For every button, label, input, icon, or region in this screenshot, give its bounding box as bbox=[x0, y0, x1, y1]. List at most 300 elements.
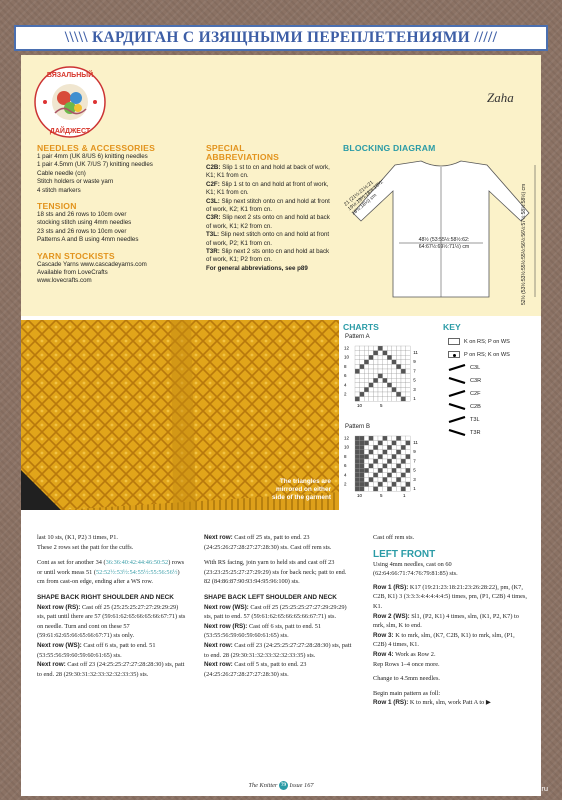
chart-cell bbox=[406, 364, 411, 369]
chart-cell bbox=[360, 464, 365, 469]
chart-cell bbox=[383, 369, 388, 374]
chart-cell bbox=[383, 374, 388, 379]
charts-panel bbox=[343, 320, 539, 510]
chart-cell bbox=[396, 392, 401, 397]
chart-cell bbox=[360, 454, 365, 459]
chart-tick-label: 1 bbox=[413, 396, 416, 401]
paragraph bbox=[204, 660, 354, 679]
paragraph bbox=[204, 533, 354, 552]
chart-cell bbox=[355, 374, 360, 379]
chart-cell bbox=[364, 459, 369, 464]
chart-cell bbox=[355, 482, 360, 487]
charts-heading: CHARTS bbox=[343, 322, 379, 332]
chart-cell bbox=[396, 487, 401, 492]
paragraph bbox=[373, 698, 528, 708]
key-symbol-icon bbox=[448, 390, 466, 397]
chart-tick-label: 7 bbox=[413, 368, 416, 374]
chart-cell bbox=[378, 459, 383, 464]
chart-cell bbox=[373, 464, 378, 469]
chart-cell bbox=[355, 355, 360, 360]
chart-cell bbox=[387, 346, 392, 351]
chart-cell bbox=[392, 392, 397, 397]
chart-cell bbox=[392, 397, 397, 402]
chart-cell bbox=[401, 482, 406, 487]
abbrev-text: Slip next stitch onto cn and hold at front of work, P2; K1 from cn. bbox=[206, 231, 330, 247]
row-label: Row 4: bbox=[373, 650, 394, 658]
chart-cell bbox=[364, 464, 369, 469]
chart-cell bbox=[360, 441, 365, 446]
chart-cell bbox=[392, 473, 397, 478]
chart-cell bbox=[406, 473, 411, 478]
chart-cell bbox=[378, 351, 383, 356]
chart-cell bbox=[360, 482, 365, 487]
key-symbol-icon bbox=[448, 416, 466, 423]
text-run: Cast off 25 sts, patt to end. 23 (24:25:26:27:28:27:27:28:30) sts. Cast off rem sts. bbox=[204, 534, 332, 551]
chart-cell bbox=[360, 360, 365, 365]
abbrev-heading: SPECIAL bbox=[206, 143, 245, 153]
chart-cell bbox=[396, 355, 401, 360]
paragraph bbox=[204, 641, 354, 660]
tension-line: 23 sts and 26 rows to 10cm over bbox=[37, 227, 127, 235]
key-item bbox=[448, 416, 480, 423]
abbrev-item bbox=[206, 198, 336, 215]
chart-cell bbox=[406, 436, 411, 441]
abbrev-key: C3R: bbox=[206, 214, 221, 222]
svg-text:ВЯЗАЛЬНЫЙ: ВЯЗАЛЬНЫЙ bbox=[46, 72, 94, 79]
chart-cell bbox=[383, 355, 388, 360]
chart-cell bbox=[355, 473, 360, 478]
chart-cell bbox=[396, 383, 401, 388]
text-run: Cont as set for another 34 ( bbox=[37, 559, 106, 567]
chart-tick-label: 12 bbox=[344, 345, 350, 351]
chart-cell bbox=[383, 477, 388, 482]
chart-cell bbox=[369, 459, 374, 464]
pattern-a-label: Pattern A bbox=[345, 334, 370, 340]
abbrev-key: T3R: bbox=[206, 248, 220, 256]
chart-cell bbox=[364, 445, 369, 450]
title-banner bbox=[14, 25, 548, 51]
chart-tick-label: 6 bbox=[344, 463, 347, 469]
banner-title: \\\\\ КАРДИГАН С ИЗЯЩНЫМИ ПЕРЕПЛЕТЕНИЯМИ ///// bbox=[64, 29, 498, 46]
sleeve-measure: 21 (21½:21½:21 19½:19½:18½:18½: 18½:18½) cm bbox=[343, 179, 385, 217]
sizes-run: 36:36:40:42:44:46:50:52 bbox=[105, 559, 169, 567]
chart-cell bbox=[383, 392, 388, 397]
paragraph: Rep Rows 1–4 once more. bbox=[373, 660, 440, 668]
chart-cell bbox=[373, 487, 378, 492]
chart-cell bbox=[392, 450, 397, 455]
paragraph bbox=[373, 650, 528, 660]
abbrev-text: Slip 1 st to cn and hold at front of work, K1; K1 from cn. bbox=[206, 180, 329, 197]
chart-cell bbox=[392, 441, 397, 446]
chart-cell bbox=[387, 487, 392, 492]
chart-cell bbox=[401, 360, 406, 365]
chart-cell bbox=[369, 360, 374, 365]
needles-line: Cable needle (cn) bbox=[37, 169, 86, 177]
chart-cell bbox=[383, 397, 388, 402]
chart-cell bbox=[355, 378, 360, 383]
chart-cell bbox=[369, 441, 374, 446]
paragraph bbox=[373, 631, 528, 650]
chart-cell bbox=[401, 346, 406, 351]
chart-cell bbox=[373, 378, 378, 383]
chart-cell bbox=[387, 454, 392, 459]
chart-cell bbox=[369, 351, 374, 356]
chart-cell bbox=[383, 436, 388, 441]
chart-cell bbox=[406, 477, 411, 482]
chart-cell bbox=[364, 397, 369, 402]
materials-column bbox=[37, 144, 207, 286]
chart-cell bbox=[396, 482, 401, 487]
chart-cell bbox=[392, 374, 397, 379]
paragraph: These 2 rows set the patt for the cuffs. bbox=[37, 543, 134, 551]
chart-cell bbox=[373, 374, 378, 379]
chart-cell bbox=[360, 387, 365, 392]
needles-heading: NEEDLES & ACCESSORIES bbox=[37, 143, 156, 153]
chart-cell bbox=[401, 392, 406, 397]
chart-cell bbox=[360, 364, 365, 369]
chart-cell bbox=[383, 378, 388, 383]
key-symbol-icon bbox=[448, 364, 466, 371]
chart-tick-label: 7 bbox=[413, 458, 416, 464]
chart-cell bbox=[355, 454, 360, 459]
abbrev-item bbox=[206, 181, 336, 198]
key-item bbox=[448, 364, 480, 371]
chart-cell bbox=[392, 360, 397, 365]
chart-cell bbox=[396, 436, 401, 441]
chart-cell bbox=[383, 482, 388, 487]
chart-cell bbox=[406, 383, 411, 388]
row-label: Next row (WS): bbox=[204, 603, 249, 611]
key-item bbox=[448, 351, 510, 358]
key-label: T3R bbox=[470, 429, 481, 436]
paragraph bbox=[373, 612, 528, 631]
paragraph: last 10 sts, (K1, P2) 3 times, P1. bbox=[37, 534, 118, 541]
tension-line: Patterns A and B using 4mm needles bbox=[37, 236, 139, 244]
chart-cell bbox=[401, 378, 406, 383]
chart-cell bbox=[392, 459, 397, 464]
chart-cell bbox=[401, 477, 406, 482]
chart-cell bbox=[396, 364, 401, 369]
chart-cell bbox=[373, 454, 378, 459]
chart-cell bbox=[355, 441, 360, 446]
chart-cell bbox=[387, 378, 392, 383]
chart-cell bbox=[396, 450, 401, 455]
chart-cell bbox=[364, 383, 369, 388]
chart-tick-label: 2 bbox=[344, 391, 347, 397]
chart-cell bbox=[360, 468, 365, 473]
chart-cell bbox=[406, 355, 411, 360]
chart-cell bbox=[406, 346, 411, 351]
chart-cell bbox=[396, 369, 401, 374]
magazine-name: The Knitter bbox=[248, 781, 278, 789]
key-label: C3L bbox=[470, 364, 481, 371]
chart-cell bbox=[373, 364, 378, 369]
row-label: Row 1 (RS): bbox=[373, 583, 409, 591]
svg-text:ДАЙДЖЕСТ: ДАЙДЖЕСТ bbox=[49, 128, 91, 135]
chart-cell bbox=[364, 374, 369, 379]
chart-cell bbox=[406, 374, 411, 379]
chart-cell bbox=[369, 477, 374, 482]
chart-cell bbox=[355, 392, 360, 397]
chart-cell bbox=[355, 383, 360, 388]
chart-cell bbox=[373, 369, 378, 374]
chart-cell bbox=[364, 482, 369, 487]
chart-cell bbox=[369, 369, 374, 374]
chart-cell bbox=[378, 387, 383, 392]
key-item bbox=[448, 390, 481, 397]
chart-cell bbox=[364, 436, 369, 441]
chart-cell bbox=[378, 383, 383, 388]
chart-cell bbox=[401, 351, 406, 356]
pattern-name: Zaha bbox=[487, 90, 514, 105]
chart-cell bbox=[406, 487, 411, 492]
chart-cell bbox=[360, 487, 365, 492]
chart-cell bbox=[392, 468, 397, 473]
chart-cell bbox=[383, 487, 388, 492]
chart-cell bbox=[387, 468, 392, 473]
chest-measure: 48½ (53:55½:58½:62: 64:67½:69½:71½) cm bbox=[418, 237, 470, 250]
chart-cell bbox=[378, 445, 383, 450]
chart-cell bbox=[387, 482, 392, 487]
row-label: Next row: bbox=[204, 661, 233, 669]
chart-tick-label: 8 bbox=[344, 453, 347, 459]
chart-cell bbox=[369, 387, 374, 392]
chart-cell bbox=[387, 473, 392, 478]
text-run: K to mrk, slm, (K7, C2B, K1) to mrk, slm, (P1, C2B) 4 times, K1. bbox=[373, 631, 515, 649]
chart-tick-label: 4 bbox=[344, 382, 347, 388]
chart-cell bbox=[387, 441, 392, 446]
chart-cell bbox=[369, 468, 374, 473]
chart-cell bbox=[355, 464, 360, 469]
blocking-heading: BLOCKING DIAGRAM bbox=[343, 143, 436, 153]
chart-cell bbox=[373, 383, 378, 388]
key-label: P on RS; K on WS bbox=[464, 351, 510, 358]
abbrev-key: C3L: bbox=[206, 197, 220, 205]
chart-cell bbox=[387, 374, 392, 379]
chart-cell bbox=[369, 346, 374, 351]
chart-cell bbox=[392, 351, 397, 356]
chart-cell bbox=[360, 436, 365, 441]
logo-badge bbox=[33, 65, 107, 139]
key-symbol-icon bbox=[448, 338, 460, 345]
chart-cell bbox=[401, 464, 406, 469]
text-run: Cast off 23 (24:25:25:27:27:28:28:30) sts, patt to end. 28 (29:30:31:32:33:32:32:33:35) sts. bbox=[37, 661, 185, 678]
chart-cell bbox=[369, 487, 374, 492]
chart-cell bbox=[392, 387, 397, 392]
key-label: K on RS; P on WS bbox=[464, 338, 510, 345]
row-label: Next row: bbox=[204, 641, 233, 649]
pattern-b-chart bbox=[343, 432, 425, 504]
chart-cell bbox=[373, 436, 378, 441]
chart-tick-label: 6 bbox=[344, 373, 347, 379]
chart-cell bbox=[369, 436, 374, 441]
chart-cell bbox=[401, 468, 406, 473]
chart-tick-label: 2 bbox=[344, 481, 347, 487]
chart-cell bbox=[373, 473, 378, 478]
chart-cell bbox=[373, 387, 378, 392]
chart-tick-label: 12 bbox=[344, 435, 350, 441]
abbrev-item bbox=[206, 214, 336, 231]
chart-cell bbox=[355, 436, 360, 441]
chart-cell bbox=[406, 459, 411, 464]
chart-cell bbox=[387, 450, 392, 455]
key-symbol-icon bbox=[448, 351, 460, 358]
chart-tick-label: 1 bbox=[403, 493, 406, 499]
chart-cell bbox=[396, 459, 401, 464]
chart-cell bbox=[364, 454, 369, 459]
chart-tick-label: 5 bbox=[413, 467, 416, 473]
paragraph bbox=[373, 583, 528, 612]
chart-cell bbox=[392, 487, 397, 492]
chart-cell bbox=[383, 473, 388, 478]
text-run: K17 (19:21:23:18:21:23:26:28:22), pm, (K7, C2B, K1) 3 (3:3:3:4:4:4:4:4:5) times, pm, (P1, C2B) 4 times, K1. bbox=[373, 583, 527, 610]
text-run: Cast off 25 (25:25:25:27:27:29:29:29) sts, patt until there are 57 (59:61:62:65:66:65:66:67:71) sts on needle. Turn and cont on these 57 (59:61:62:65:66:65:66:67:71) sts only. bbox=[37, 603, 186, 640]
chart-tick-label: 5 bbox=[380, 493, 383, 499]
text-run: ) rows or until work meas 51 ( bbox=[37, 559, 185, 576]
chart-cell bbox=[355, 360, 360, 365]
chart-cell bbox=[355, 487, 360, 492]
chart-cell bbox=[369, 392, 374, 397]
chart-cell bbox=[378, 450, 383, 455]
section-heading: LEFT FRONT bbox=[373, 548, 436, 560]
chart-cell bbox=[378, 355, 383, 360]
page-footer bbox=[21, 781, 541, 790]
cardigan-photo bbox=[21, 320, 339, 510]
chart-cell bbox=[387, 383, 392, 388]
row-label: Next row (RS): bbox=[37, 603, 81, 611]
row-label: Row 3: bbox=[373, 631, 394, 639]
chart-cell bbox=[406, 454, 411, 459]
key-item bbox=[448, 338, 510, 345]
chart-cell bbox=[392, 364, 397, 369]
paragraph: With RS facing, join yarn to held sts and cast off 23 (23:23:25:25:27:27:29:29) sts for back neck; patt to end. 82 (84:86:87:90:93:94:95:96:100) sts. bbox=[204, 559, 347, 586]
abbrev-footer: For general abbreviations, see p89 bbox=[206, 264, 308, 272]
key-label: T3L bbox=[470, 416, 480, 423]
chart-cell bbox=[369, 454, 374, 459]
chart-cell bbox=[387, 477, 392, 482]
needles-line: 4 stitch markers bbox=[37, 186, 81, 194]
yarn-heading: YARN STOCKISTS bbox=[37, 250, 115, 261]
key-heading: KEY bbox=[443, 322, 461, 332]
chart-cell bbox=[406, 464, 411, 469]
chart-cell bbox=[364, 355, 369, 360]
chart-cell bbox=[360, 369, 365, 374]
key-item bbox=[448, 429, 481, 436]
chart-cell bbox=[373, 346, 378, 351]
chart-cell bbox=[378, 369, 383, 374]
abbrev-key: T3L: bbox=[206, 231, 220, 239]
paragraph bbox=[37, 603, 187, 641]
chart-cell bbox=[378, 482, 383, 487]
chart-cell bbox=[378, 364, 383, 369]
chart-cell bbox=[396, 464, 401, 469]
pattern-a-chart bbox=[343, 342, 425, 414]
chart-cell bbox=[387, 360, 392, 365]
chart-cell bbox=[360, 459, 365, 464]
chart-cell bbox=[383, 459, 388, 464]
chart-cell bbox=[406, 441, 411, 446]
chart-cell bbox=[406, 392, 411, 397]
chart-cell bbox=[401, 397, 406, 402]
chart-cell bbox=[392, 482, 397, 487]
chart-cell bbox=[378, 397, 383, 402]
chart-cell bbox=[396, 378, 401, 383]
chart-cell bbox=[360, 355, 365, 360]
chart-tick-label: 11 bbox=[413, 440, 418, 445]
chart-cell bbox=[378, 346, 383, 351]
chart-cell bbox=[355, 450, 360, 455]
chart-cell bbox=[401, 445, 406, 450]
chart-cell bbox=[392, 369, 397, 374]
chart-cell bbox=[387, 369, 392, 374]
sizes-run: 52:52½:53½:54:55½:55:56:56½ bbox=[95, 568, 178, 576]
chart-cell bbox=[406, 468, 411, 473]
chart-cell bbox=[401, 369, 406, 374]
abbreviations-column bbox=[206, 144, 336, 273]
chart-cell bbox=[383, 464, 388, 469]
chart-cell bbox=[392, 477, 397, 482]
chart-cell bbox=[396, 374, 401, 379]
text-column-1 bbox=[37, 533, 187, 679]
chart-cell bbox=[401, 364, 406, 369]
chart-cell bbox=[378, 468, 383, 473]
row-label: Row 1 (RS): bbox=[373, 699, 409, 707]
paragraph bbox=[37, 660, 187, 679]
chart-cell bbox=[392, 383, 397, 388]
chart-cell bbox=[364, 473, 369, 478]
chart-cell bbox=[369, 450, 374, 455]
chart-cell bbox=[401, 436, 406, 441]
chart-cell bbox=[401, 450, 406, 455]
key-label: C2B bbox=[470, 403, 481, 410]
chart-cell bbox=[364, 346, 369, 351]
chart-cell bbox=[378, 374, 383, 379]
chart-cell bbox=[406, 387, 411, 392]
chart-cell bbox=[378, 441, 383, 446]
chart-tick-label: 8 bbox=[344, 363, 347, 369]
chart-cell bbox=[401, 473, 406, 478]
chart-cell bbox=[369, 397, 374, 402]
chart-tick-label: 3 bbox=[413, 386, 416, 392]
abbrev-text: Slip next 2 sts onto cn and hold at back of work, K1; P2 from cn. bbox=[206, 248, 330, 264]
paragraph: Begin main pattern as foll: bbox=[373, 689, 441, 697]
chart-cell bbox=[406, 450, 411, 455]
abbrev-text: Slip 1 st to cn and hold at back of work, K1; K1 from cn. bbox=[206, 164, 330, 180]
chart-cell bbox=[364, 468, 369, 473]
chart-cell bbox=[392, 355, 397, 360]
key-label: C2F bbox=[470, 390, 481, 397]
chart-cell bbox=[364, 364, 369, 369]
chart-cell bbox=[364, 392, 369, 397]
chart-cell bbox=[396, 351, 401, 356]
yarn-line: www.lovecrafts.com bbox=[37, 277, 92, 285]
caption-line: mirrored on either bbox=[275, 486, 331, 493]
paragraph bbox=[204, 603, 354, 622]
chart-cell bbox=[378, 454, 383, 459]
pattern-b-label: Pattern B bbox=[345, 424, 371, 430]
abbrev-item bbox=[206, 164, 336, 181]
chart-cell bbox=[401, 441, 406, 446]
chart-cell bbox=[406, 369, 411, 374]
chart-cell bbox=[383, 387, 388, 392]
chart-cell bbox=[373, 459, 378, 464]
text-column-2 bbox=[204, 533, 354, 679]
chart-cell bbox=[396, 346, 401, 351]
chart-cell bbox=[378, 360, 383, 365]
chart-cell bbox=[355, 445, 360, 450]
paragraph: Cast off rem sts. bbox=[373, 534, 415, 541]
abbrev-key: C2B: bbox=[206, 164, 221, 171]
